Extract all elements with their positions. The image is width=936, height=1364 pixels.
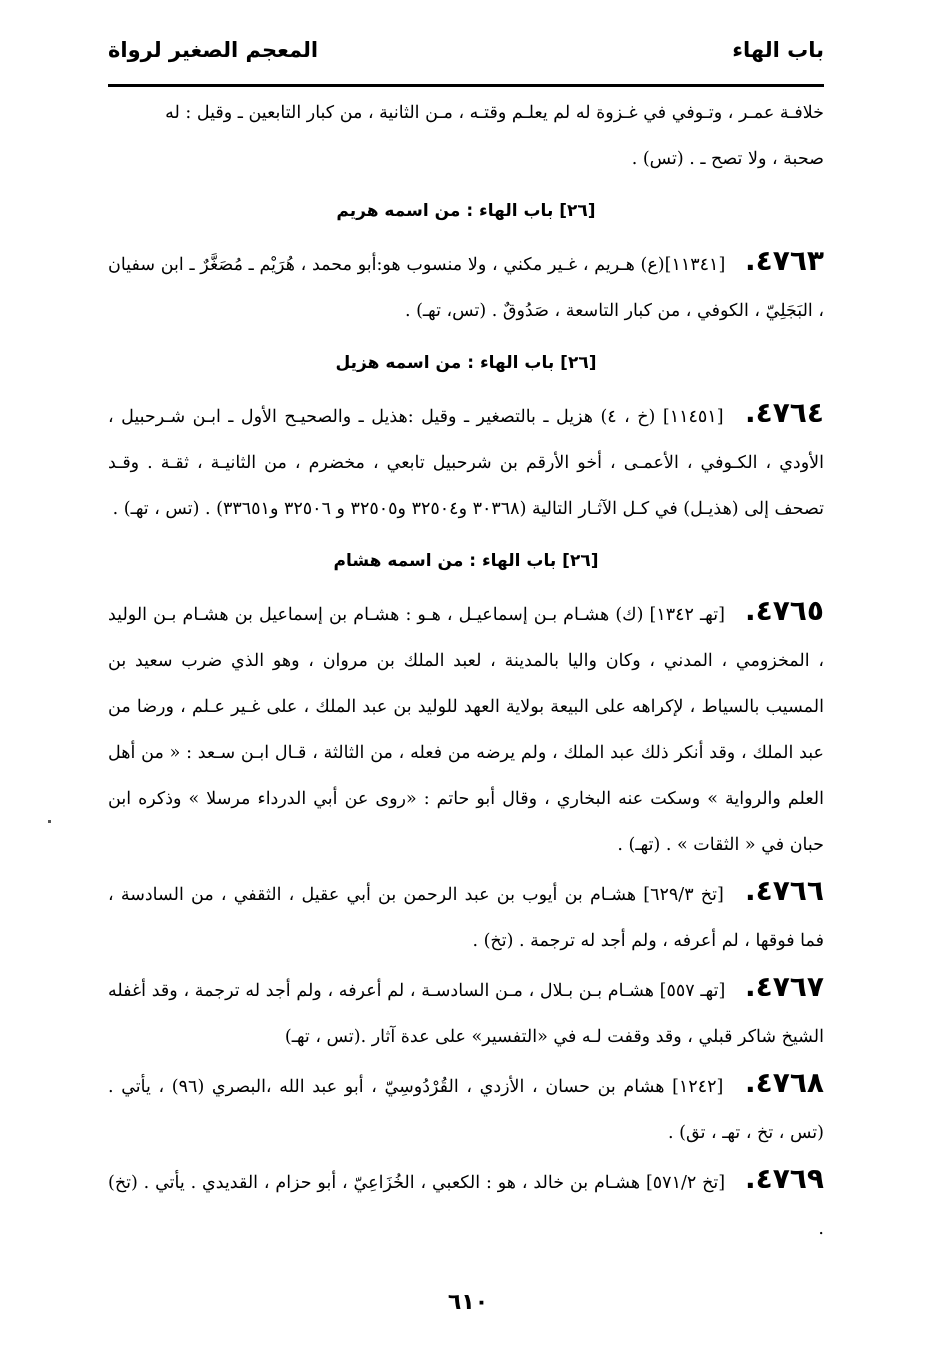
entry-number: ٤٧٦٨. (745, 1066, 824, 1099)
entry-number: ٤٧٦٤. (744, 396, 824, 429)
entry (108, 964, 824, 1060)
intro-line-2: صحبة ، ولا تصح ـ . (تس) . (631, 149, 824, 169)
intro-paragraph (108, 90, 824, 182)
entry (108, 868, 824, 964)
page-number: ٦١٠ (447, 1290, 489, 1315)
entry-number: ٤٧٦٥. (744, 594, 824, 627)
chapter-title: باب الهاء (732, 38, 824, 62)
entry-number: ٤٧٦٧. (744, 970, 824, 1003)
entry-text: [تخ ٦٢٩/٣] هشـام بن أيوب بن عبد الرحمن بن أبي عقيل ، الثقفي ، من السادسة ، فما فوقها ، لم أعرفه ، ولم أجد له ترجمة . (تخ) . (108, 885, 824, 951)
entry-text: [تهـ ١٣٤٢] (ك) هشـام بـن إسماعيـل ، هـو : هشـام بن إسماعيل بن هشـام بـن الوليد ، المخزومي ، المدني ، وكان واليا بالمدينة ، لعبد الملك بن مروان ، وهو الذي ضرب سعيد بن المسيب بالسياط ، لإكراهه على البيعة بولاية العهد للوليد بن عبد الملك ، على غـير عـلم ، ورضا من عبد الملك ، وقد أنكر ذلك عبد الملك ، ولم يرضه من فعله ، من الثالثة ، قـال ابـن سـعد : « من أهل العلم والرواية » وسكت عنه البخاري ، وقال أبو حاتم : «روى عن أبي الدرداء مرسلا » وذكره ابن حبان في « الثقات » . (تهـ) . (108, 605, 824, 855)
entry-text: [١٢٤٢] هشام بن حسان ، الأزدي ، القُرْدُوسِيّ ، أبو عبد الله ،البصري (٩٦) ، يأتي . (تس ، تخ ، تهـ ، تق) . (108, 1077, 824, 1143)
entry-text: [تهـ ٥٥٧] هشـام بـن بـلال ، مـن السادسـة ، لم أعرفه ، ولم أجد له ترجمة ، وقد أغفله الشيخ شاكر قبلي ، وقد وقفت لـه في «التفسير» على عدة آثار .(تس ، تهـ) (108, 981, 824, 1047)
running-header (108, 30, 824, 86)
entry-number: ٤٧٦٦. (744, 874, 824, 907)
section-heading-huzayl: [٢٦] باب الهاء : من اسمه هزيل (335, 353, 597, 373)
entry (108, 238, 824, 334)
entry-number: ٤٧٦٩. (744, 1162, 824, 1195)
entry (108, 1156, 824, 1252)
header-rule (108, 84, 824, 87)
section-heading-hisham: [٢٦] باب الهاء : من اسمه هشام (333, 551, 599, 571)
entry (108, 390, 824, 532)
intro-line-1: خلافـة عمـر ، وتـوفي في غـزوة له لم يعلـم وقتـه ، مـن الثانية ، من كبار التابعين ـ وقيل : له (165, 103, 824, 123)
book-title: المعجم الصغير لرواة (108, 38, 319, 62)
scan-speck (48, 820, 51, 823)
entry-text: [تخ ٥٧١/٢] هشـام بن خالد ، هو : الكعبي ، الخُزَاعِيّ ، أبو حزام ، القديدي . يأتي . (تخ) . (108, 1173, 824, 1239)
section-heading-hurayn: [٢٦] باب الهاء : من اسمه هريم (336, 201, 596, 221)
entry (108, 588, 824, 868)
entry-number: ٤٧٦٣. (745, 244, 824, 277)
entry-text: [١١٤٥١] (خ ، ٤) هزيل ـ بالتصغير ـ وقيل :هذيل ـ والصحيـح الأول ـ ابـن شـرحبيل ، الأودي ، الكـوفي ، الأعمـى ، أخو الأرقم بن شرحبيل تابعي ، مخضرم ، من الثانيـة ، ثقـة . وقـد تصحف إلى (هذيـل) في كـل الآثـار التالية (٣٠٣٦٨ و٣٢٥٠٤ و٣٢٥٠٥ و ٣٢٥٠٦ و٣٣٦٥١) . (تس ، تهـ) . (108, 407, 824, 519)
entry-text: [١١٣٤١](ع) هـريم ، غـير مكني ، ولا منسوب هو:أبو محمد ، هُرَيْم ـ مُصَغَّرٌ ـ ابن سفيان ، البَجَلِيّ ، الكوفي ، من كبار التاسعة ، صَدُوقٌ . (تس، تهـ) . (108, 255, 824, 321)
entry (108, 1060, 824, 1156)
page-body (108, 90, 824, 1252)
